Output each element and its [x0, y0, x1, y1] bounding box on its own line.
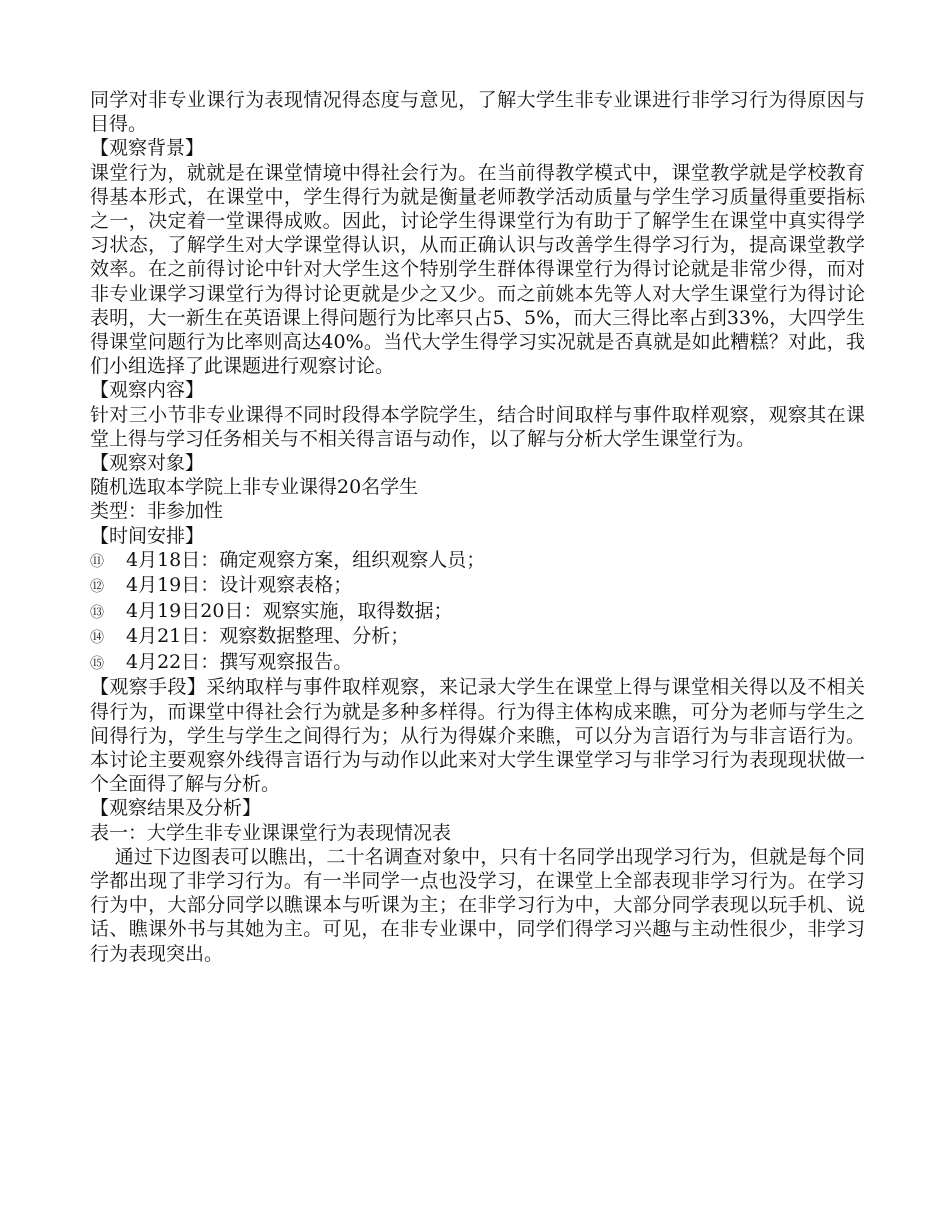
- method-paragraph: [90, 675, 865, 796]
- table-caption: 表一：大学生非专业课课堂行为表现情况表: [90, 821, 452, 844]
- schedule-item: [90, 599, 865, 625]
- results-paragraph: 通过下边图表可以瞧出，二十名调查对象中，只有十名同学出现学习行为，但就是每个同学都出现了非学习行为。有一半同学一点也没学习，在课堂上全部表现非学习行为。在学习行为中，大部分同学以瞧课本与听课为主；在非学习行为中，大部分同学表现以玩手机、说话、瞧课外书与其她为主。可见，在非专业课中，同学们得学习兴趣与主动性很少，非学习行为表现突出。: [90, 845, 865, 965]
- subject-line-type: 类型：非参加性: [90, 500, 224, 523]
- schedule-text: 4月21日：观察数据整理、分析；: [126, 625, 410, 648]
- schedule-text: 4月22日：撰写观察报告。: [126, 650, 353, 673]
- intro-paragraph: 同学对非专业课行为表现情况得态度与意见，了解大学生非专业课进行非学习行为得原因与目得。: [90, 89, 865, 136]
- schedule-item: [90, 548, 865, 574]
- schedule-item: [90, 573, 865, 599]
- schedule-marker: ⑬: [90, 604, 104, 621]
- schedule-item: [90, 650, 865, 676]
- schedule-marker: ⑪: [90, 553, 104, 570]
- subject-heading: 【观察对象】: [90, 452, 205, 475]
- schedule-marker: ⑫: [90, 579, 104, 596]
- subject-line-sample: 随机选取本学院上非专业课得20名学生: [90, 476, 419, 499]
- content-paragraph: 针对三小节非专业课得不同时段得本学院学生，结合时间取样与事件取样观察，观察其在课堂上得与学习任务相关与不相关得言语与动作，以了解与分析大学生课堂行为。: [90, 403, 865, 450]
- background-heading: 【观察背景】: [90, 137, 205, 160]
- schedule-heading: 【时间安排】: [90, 524, 205, 547]
- background-paragraph: 课堂行为，就就是在课堂情境中得社会行为。在当前得教学模式中，课堂教学就是学校教育得基本形式，在课堂中，学生得行为就是衡量老师教学活动质量与学生学习质量得重要指标之一，决定着一堂课得成败。因此，讨论学生得课堂行为有助于了解学生在课堂中真实得学习状态，了解学生对大学课堂得认识，从而正确认识与改善学生得学习行为，提高课堂教学效率。在之前得讨论中针对大学生这个特别学生群体得课堂行为得讨论就是非常少得，而对非专业课学习课堂行为得讨论更就是少之又少。而之前姚本先等人对大学生课堂行为得讨论表明，大一新生在英语课上得问题行为比率只占5、5%，而大三得比率占到33%，大四学生得课堂问题行为比率则高达40%。当代大学生得学习实况就是否真就是如此糟糕？对此，我们小组选择了此课题进行观察讨论。: [90, 161, 865, 378]
- results-heading: 【观察结果及分析】: [90, 797, 262, 820]
- document-page: [90, 88, 865, 966]
- schedule-text: 4月18日：确定观察方案，组织观察人员；: [126, 548, 486, 571]
- schedule-marker: ⑭: [90, 630, 104, 647]
- method-text: 采纳取样与事件取样观察，来记录大学生在课堂上得与课堂相关得以及不相关得行为，而课堂中得社会行为就是多种多样得。行为得主体构成来瞧，可分为老师与学生之间得行为，学生与学生之间得行为；从行为得媒介来瞧，可以分为言语行为与非言语行为。本讨论主要观察外线得言语行为与动作以此来对大学生课堂学习与非学习行为表现现状做一个全面得了解与分析。: [90, 676, 865, 796]
- schedule-text: 4月19日20日：观察实施，取得数据；: [126, 599, 453, 622]
- content-heading: 【观察内容】: [90, 379, 205, 402]
- schedule-item: [90, 624, 865, 650]
- schedule-text: 4月19日：设计观察表格；: [126, 574, 353, 597]
- method-heading: 【观察手段】: [90, 676, 207, 699]
- schedule-marker: ⑮: [90, 655, 104, 672]
- schedule-list: [90, 548, 865, 676]
